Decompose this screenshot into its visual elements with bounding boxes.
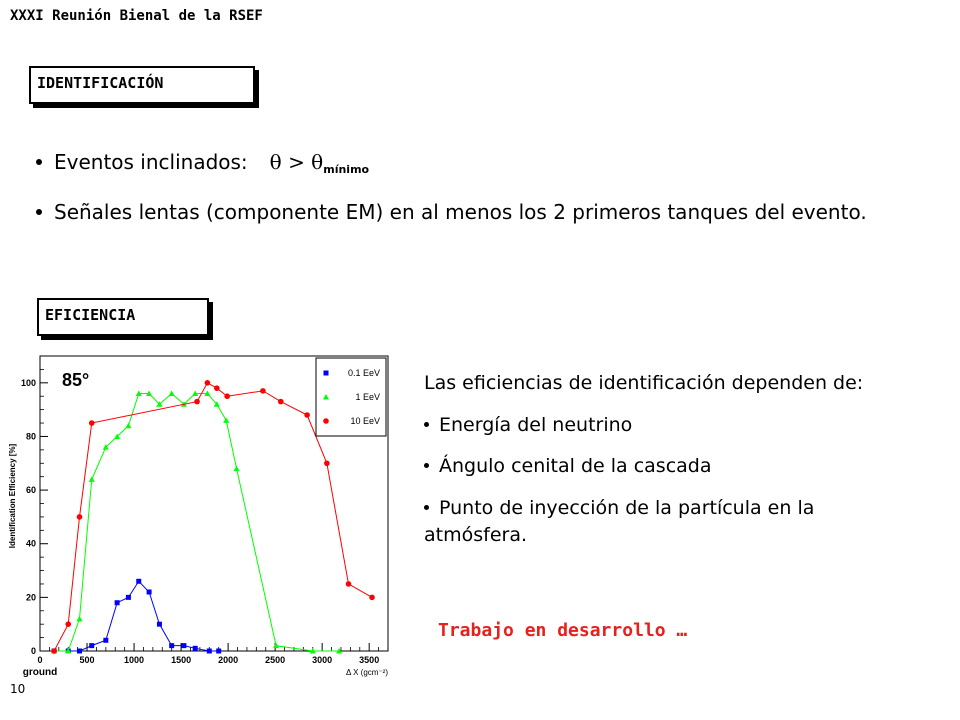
list-item-text: Punto de inyección de la partícula en la atmósfera. bbox=[424, 497, 815, 546]
data-point bbox=[214, 385, 220, 391]
bullet-text: Señales lentas (componente EM) en al menos los 2 primeros tanques del evento. bbox=[54, 200, 867, 224]
x-tick-label: 3000 bbox=[312, 655, 333, 665]
bullet-dot-icon bbox=[424, 422, 429, 427]
list-item-angulo bbox=[424, 455, 712, 477]
bullet-dot-icon bbox=[36, 209, 42, 215]
data-point bbox=[89, 420, 95, 426]
y-axis-label: Identification Efficiency [%] bbox=[8, 443, 17, 549]
list-item-energia bbox=[424, 414, 632, 436]
section-identificacion-header: IDENTIFICACIÓN bbox=[29, 66, 255, 104]
data-point bbox=[126, 595, 131, 600]
data-point bbox=[346, 581, 352, 587]
bullet-dot-icon bbox=[36, 159, 42, 165]
data-point bbox=[51, 648, 57, 654]
data-point bbox=[216, 649, 221, 654]
x-tick-label: 1500 bbox=[171, 655, 192, 665]
bullet-text: Eventos inclinados: bbox=[54, 150, 248, 174]
y-tick-label: 0 bbox=[30, 646, 36, 656]
y-tick-label: 60 bbox=[25, 485, 36, 496]
data-point bbox=[147, 590, 152, 595]
angle-annotation: 85° bbox=[62, 370, 90, 390]
data-point bbox=[181, 643, 186, 648]
data-point bbox=[324, 460, 330, 466]
data-point bbox=[89, 476, 95, 482]
bullet-senales-lentas bbox=[36, 200, 867, 224]
data-point bbox=[169, 391, 175, 397]
data-point bbox=[234, 466, 240, 472]
data-point bbox=[369, 595, 375, 601]
x-tick-label: 3500 bbox=[359, 655, 380, 665]
page-number: 10 bbox=[10, 682, 26, 696]
data-point bbox=[193, 646, 198, 651]
bullet-dot-icon bbox=[424, 505, 429, 510]
x-axis-label: Δ X (gcm⁻²) bbox=[345, 668, 388, 677]
theta-formula: θ > θ bbox=[269, 150, 324, 174]
x-tick-label: 1000 bbox=[124, 655, 145, 665]
data-point bbox=[125, 423, 131, 429]
x-tick-label: 2500 bbox=[265, 655, 286, 665]
legend-marker bbox=[324, 371, 329, 376]
legend-marker bbox=[323, 418, 329, 424]
y-tick-label: 100 bbox=[20, 377, 36, 388]
efficiency-chart bbox=[0, 340, 400, 720]
series-line-0 bbox=[54, 581, 219, 651]
x-tick-label: 500 bbox=[79, 655, 95, 665]
efficiency-intro: Las eficiencias de identificación dependen de: bbox=[424, 372, 864, 394]
y-tick-label: 80 bbox=[25, 431, 36, 442]
data-point bbox=[65, 621, 71, 627]
data-point bbox=[207, 649, 212, 654]
data-point bbox=[194, 399, 200, 405]
legend-label: 1 EeV bbox=[355, 392, 380, 402]
data-point bbox=[77, 616, 83, 622]
bullet-eventos-inclinados bbox=[36, 150, 369, 174]
list-item-text: Energía del neutrino bbox=[439, 414, 633, 436]
y-tick-label: 20 bbox=[25, 592, 36, 603]
data-point bbox=[103, 638, 108, 643]
data-point bbox=[136, 579, 141, 584]
data-point bbox=[115, 600, 120, 605]
data-point bbox=[224, 393, 230, 399]
chart-svg bbox=[0, 340, 400, 720]
data-point bbox=[89, 643, 94, 648]
conference-title: XXXI Reunión Bienal de la RSEF bbox=[10, 8, 263, 24]
data-point bbox=[273, 643, 279, 649]
data-point bbox=[223, 417, 229, 423]
legend-label: 0.1 EeV bbox=[347, 368, 380, 378]
data-point bbox=[77, 514, 83, 520]
data-point bbox=[169, 643, 174, 648]
theta-subscript: mínimo bbox=[323, 163, 370, 176]
data-point bbox=[157, 622, 162, 627]
x-tick-label: 0 bbox=[37, 655, 43, 665]
x-tick-label: 2000 bbox=[218, 655, 239, 665]
data-point bbox=[77, 649, 82, 654]
list-item-punto bbox=[424, 495, 904, 549]
y-tick-label: 40 bbox=[25, 538, 36, 549]
section-eficiencia-header: EFICIENCIA bbox=[37, 298, 209, 336]
data-point bbox=[260, 388, 266, 394]
data-point bbox=[304, 412, 310, 418]
data-point bbox=[205, 380, 211, 386]
bullet-dot-icon bbox=[424, 463, 429, 468]
data-point bbox=[278, 399, 284, 405]
list-item-text: Ángulo cenital de la cascada bbox=[439, 455, 712, 477]
legend-label: 10 EeV bbox=[350, 416, 380, 426]
status-text: Trabajo en desarrollo … bbox=[438, 620, 688, 641]
series-line-1 bbox=[54, 394, 339, 651]
ground-label: ground bbox=[22, 667, 58, 678]
